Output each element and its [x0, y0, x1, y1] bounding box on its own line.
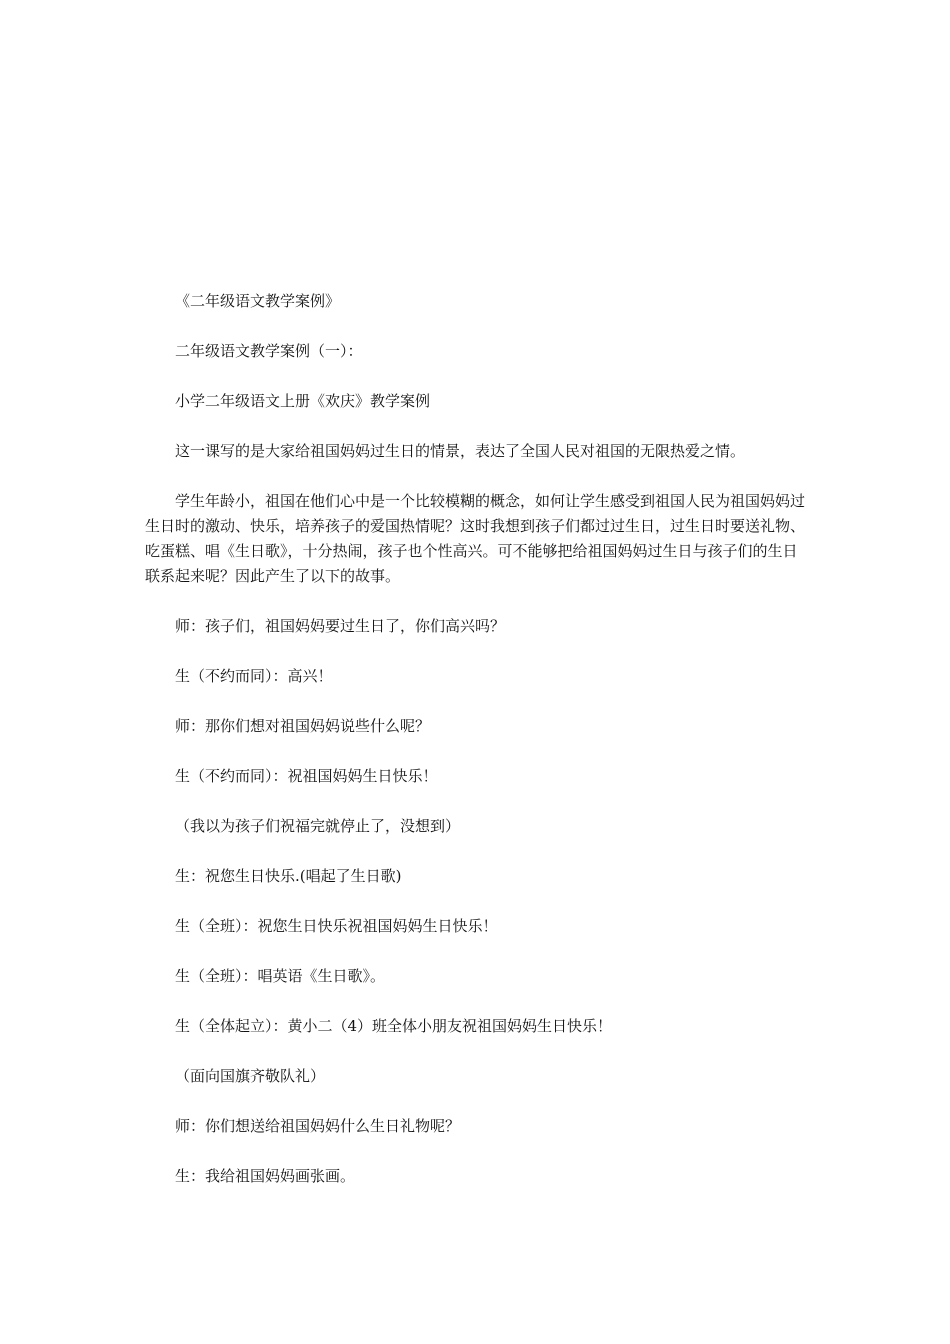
dialogue-line: 生（全体起立）：黄小二（4）班全体小朋友祝祖国妈妈生日快乐！	[175, 1017, 613, 1035]
dialogue-line: 生（不约而同）：高兴！	[175, 667, 333, 685]
document-body	[145, 289, 810, 1214]
dialogue-line: 生（不约而同）：祝祖国妈妈生日快乐！	[175, 767, 438, 785]
lesson-title: 小学二年级语文上册《欢庆》教学案例	[175, 392, 431, 410]
dialogue-line: 生（全班）：祝您生日快乐祝祖国妈妈生日快乐！	[175, 917, 498, 935]
dialogue-line: 师：你们想送给祖国妈妈什么生日礼物呢？	[175, 1117, 461, 1135]
dialogue-line: 生：祝您生日快乐.(唱起了生日歌)	[175, 867, 402, 885]
dialogue-line: 生（全班）：唱英语《生日歌》。	[175, 967, 386, 985]
dialogue-line: 生：我给祖国妈妈画张画。	[175, 1167, 356, 1185]
section-heading: 二年级语文教学案例（一）：	[175, 342, 363, 360]
stage-note: （我以为孩子们祝福完就停止了，没想到）	[175, 817, 461, 835]
document-title: 《二年级语文教学案例》	[175, 292, 341, 310]
paragraph-background: 学生年龄小，祖国在他们心中是一个比较模糊的概念，如何让学生感受到祖国人民为祖国妈妈过生日时的激动、快乐，培养孩子的爱国热情呢？这时我想到孩子们都过过生日，过生日时要送礼物、吃蛋糕、唱《生日歌》，十分热闹，孩子也个性高兴。可不能够把给祖国妈妈过生日与孩子们的生日联系起来呢？因此产生了以下的故事。	[145, 492, 806, 585]
dialogue-line: 师：孩子们，祖国妈妈要过生日了，你们高兴吗？	[175, 617, 506, 635]
dialogue-line: 师：那你们想对祖国妈妈说些什么呢？	[175, 717, 431, 735]
paragraph-intro: 这一课写的是大家给祖国妈妈过生日的情景，表达了全国人民对祖国的无限热爱之情。	[175, 442, 746, 460]
stage-note: （面向国旗齐敬队礼）	[175, 1067, 326, 1085]
